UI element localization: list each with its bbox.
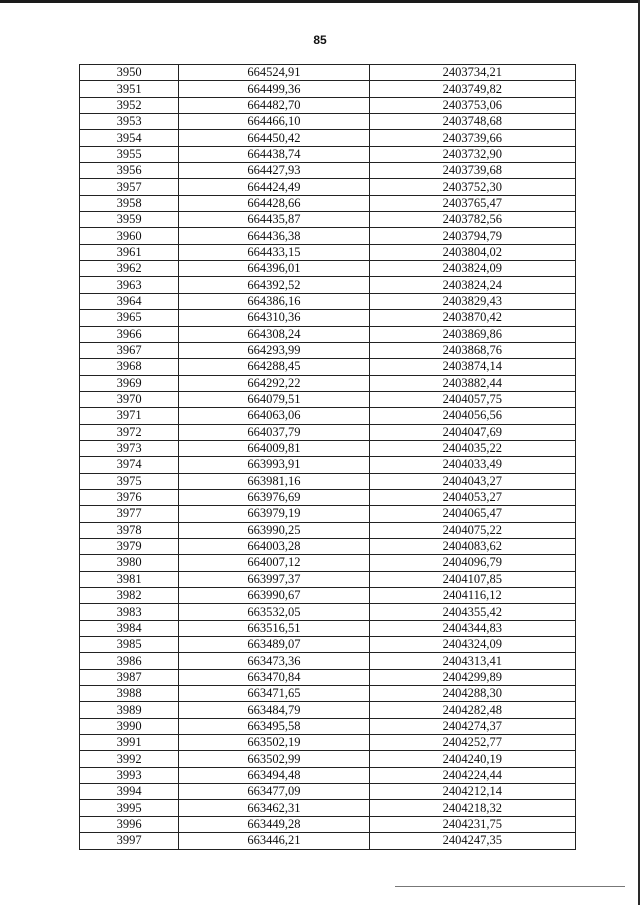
point-number-cell: 3975 xyxy=(80,473,179,489)
point-number-cell: 3960 xyxy=(80,228,179,244)
point-number-cell: 3959 xyxy=(80,212,179,228)
table-row xyxy=(80,816,576,832)
y-coordinate-cell: 2403804,02 xyxy=(369,244,575,260)
y-coordinate-cell: 2404282,48 xyxy=(369,702,575,718)
x-coordinate-cell: 664392,52 xyxy=(179,277,369,293)
table-row xyxy=(80,571,576,587)
table-row xyxy=(80,408,576,424)
x-coordinate-cell: 663990,67 xyxy=(179,588,369,604)
y-coordinate-cell: 2403739,66 xyxy=(369,130,575,146)
y-coordinate-cell: 2404231,75 xyxy=(369,816,575,832)
x-coordinate-cell: 663532,05 xyxy=(179,604,369,620)
point-number-cell: 3972 xyxy=(80,424,179,440)
table-row xyxy=(80,65,576,81)
table-row xyxy=(80,702,576,718)
table-row xyxy=(80,277,576,293)
point-number-cell: 3953 xyxy=(80,114,179,130)
x-coordinate-cell: 663446,21 xyxy=(179,833,369,849)
point-number-cell: 3994 xyxy=(80,784,179,800)
table-row xyxy=(80,800,576,816)
y-coordinate-cell: 2403870,42 xyxy=(369,310,575,326)
point-number-cell: 3974 xyxy=(80,457,179,473)
table-row xyxy=(80,473,576,489)
table-row xyxy=(80,163,576,179)
y-coordinate-cell: 2403882,44 xyxy=(369,375,575,391)
table-row xyxy=(80,784,576,800)
point-number-cell: 3977 xyxy=(80,506,179,522)
x-coordinate-cell: 664524,91 xyxy=(179,65,369,81)
table-row xyxy=(80,391,576,407)
point-number-cell: 3980 xyxy=(80,555,179,571)
table-row xyxy=(80,326,576,342)
x-coordinate-cell: 664063,06 xyxy=(179,408,369,424)
y-coordinate-cell: 2404252,77 xyxy=(369,735,575,751)
point-number-cell: 3986 xyxy=(80,653,179,669)
coordinates-table xyxy=(79,64,576,850)
y-coordinate-cell: 2404344,83 xyxy=(369,620,575,636)
point-number-cell: 3955 xyxy=(80,146,179,162)
point-number-cell: 3989 xyxy=(80,702,179,718)
y-coordinate-cell: 2404053,27 xyxy=(369,489,575,505)
y-coordinate-cell: 2404096,79 xyxy=(369,555,575,571)
x-coordinate-cell: 664482,70 xyxy=(179,97,369,113)
table-row xyxy=(80,767,576,783)
x-coordinate-cell: 664438,74 xyxy=(179,146,369,162)
scan-edge-top xyxy=(0,0,640,3)
x-coordinate-cell: 664396,01 xyxy=(179,261,369,277)
x-coordinate-cell: 663997,37 xyxy=(179,571,369,587)
y-coordinate-cell: 2404240,19 xyxy=(369,751,575,767)
y-coordinate-cell: 2404056,56 xyxy=(369,408,575,424)
y-coordinate-cell: 2403869,86 xyxy=(369,326,575,342)
y-coordinate-cell: 2404355,42 xyxy=(369,604,575,620)
point-number-cell: 3954 xyxy=(80,130,179,146)
point-number-cell: 3968 xyxy=(80,359,179,375)
x-coordinate-cell: 664435,87 xyxy=(179,212,369,228)
table-row xyxy=(80,833,576,849)
y-coordinate-cell: 2404247,35 xyxy=(369,833,575,849)
table-row xyxy=(80,538,576,554)
y-coordinate-cell: 2403753,06 xyxy=(369,97,575,113)
y-coordinate-cell: 2403874,14 xyxy=(369,359,575,375)
scan-mark-bottom xyxy=(395,886,625,887)
table-row xyxy=(80,130,576,146)
point-number-cell: 3979 xyxy=(80,538,179,554)
point-number-cell: 3956 xyxy=(80,163,179,179)
point-number-cell: 3951 xyxy=(80,81,179,97)
y-coordinate-cell: 2404324,09 xyxy=(369,637,575,653)
table-row xyxy=(80,735,576,751)
x-coordinate-cell: 664386,16 xyxy=(179,293,369,309)
point-number-cell: 3983 xyxy=(80,604,179,620)
y-coordinate-cell: 2404057,75 xyxy=(369,391,575,407)
point-number-cell: 3990 xyxy=(80,718,179,734)
x-coordinate-cell: 663471,65 xyxy=(179,686,369,702)
y-coordinate-cell: 2403868,76 xyxy=(369,342,575,358)
point-number-cell: 3950 xyxy=(80,65,179,81)
table-row xyxy=(80,310,576,326)
table-row xyxy=(80,620,576,636)
x-coordinate-cell: 664436,38 xyxy=(179,228,369,244)
point-number-cell: 3962 xyxy=(80,261,179,277)
point-number-cell: 3976 xyxy=(80,489,179,505)
y-coordinate-cell: 2404035,22 xyxy=(369,440,575,456)
x-coordinate-cell: 664293,99 xyxy=(179,342,369,358)
y-coordinate-cell: 2404218,32 xyxy=(369,800,575,816)
table-row xyxy=(80,114,576,130)
x-coordinate-cell: 663495,58 xyxy=(179,718,369,734)
x-coordinate-cell: 663473,36 xyxy=(179,653,369,669)
y-coordinate-cell: 2404033,49 xyxy=(369,457,575,473)
point-number-cell: 3993 xyxy=(80,767,179,783)
x-coordinate-cell: 663477,09 xyxy=(179,784,369,800)
x-coordinate-cell: 663470,84 xyxy=(179,669,369,685)
x-coordinate-cell: 664292,22 xyxy=(179,375,369,391)
table-row xyxy=(80,228,576,244)
table-row xyxy=(80,424,576,440)
point-number-cell: 3988 xyxy=(80,686,179,702)
y-coordinate-cell: 2403739,68 xyxy=(369,163,575,179)
x-coordinate-cell: 663976,69 xyxy=(179,489,369,505)
x-coordinate-cell: 664427,93 xyxy=(179,163,369,179)
point-number-cell: 3995 xyxy=(80,800,179,816)
table-row xyxy=(80,244,576,260)
coordinates-table-body xyxy=(80,65,576,850)
point-number-cell: 3985 xyxy=(80,637,179,653)
y-coordinate-cell: 2403765,47 xyxy=(369,195,575,211)
y-coordinate-cell: 2404116,12 xyxy=(369,588,575,604)
y-coordinate-cell: 2403752,30 xyxy=(369,179,575,195)
table-row xyxy=(80,718,576,734)
x-coordinate-cell: 663484,79 xyxy=(179,702,369,718)
y-coordinate-cell: 2403734,21 xyxy=(369,65,575,81)
point-number-cell: 3984 xyxy=(80,620,179,636)
x-coordinate-cell: 663449,28 xyxy=(179,816,369,832)
y-coordinate-cell: 2404083,62 xyxy=(369,538,575,554)
table-row xyxy=(80,212,576,228)
table-row xyxy=(80,359,576,375)
y-coordinate-cell: 2403824,24 xyxy=(369,277,575,293)
y-coordinate-cell: 2404043,27 xyxy=(369,473,575,489)
x-coordinate-cell: 663494,48 xyxy=(179,767,369,783)
point-number-cell: 3978 xyxy=(80,522,179,538)
x-coordinate-cell: 664037,79 xyxy=(179,424,369,440)
table-row xyxy=(80,375,576,391)
x-coordinate-cell: 664428,66 xyxy=(179,195,369,211)
y-coordinate-cell: 2403782,56 xyxy=(369,212,575,228)
y-coordinate-cell: 2404313,41 xyxy=(369,653,575,669)
table-row xyxy=(80,293,576,309)
table-row xyxy=(80,506,576,522)
point-number-cell: 3952 xyxy=(80,97,179,113)
table-row xyxy=(80,669,576,685)
x-coordinate-cell: 663516,51 xyxy=(179,620,369,636)
table-row xyxy=(80,97,576,113)
point-number-cell: 3963 xyxy=(80,277,179,293)
table-row xyxy=(80,604,576,620)
point-number-cell: 3973 xyxy=(80,440,179,456)
table-row xyxy=(80,440,576,456)
point-number-cell: 3967 xyxy=(80,342,179,358)
y-coordinate-cell: 2404288,30 xyxy=(369,686,575,702)
point-number-cell: 3987 xyxy=(80,669,179,685)
x-coordinate-cell: 664466,10 xyxy=(179,114,369,130)
y-coordinate-cell: 2403748,68 xyxy=(369,114,575,130)
x-coordinate-cell: 664003,28 xyxy=(179,538,369,554)
x-coordinate-cell: 664079,51 xyxy=(179,391,369,407)
y-coordinate-cell: 2404299,89 xyxy=(369,669,575,685)
y-coordinate-cell: 2404047,69 xyxy=(369,424,575,440)
x-coordinate-cell: 663979,19 xyxy=(179,506,369,522)
page-number: 85 xyxy=(313,33,327,47)
table-row xyxy=(80,489,576,505)
point-number-cell: 3981 xyxy=(80,571,179,587)
y-coordinate-cell: 2404107,85 xyxy=(369,571,575,587)
x-coordinate-cell: 664450,42 xyxy=(179,130,369,146)
x-coordinate-cell: 663993,91 xyxy=(179,457,369,473)
point-number-cell: 3958 xyxy=(80,195,179,211)
table-row xyxy=(80,522,576,538)
table-row xyxy=(80,146,576,162)
point-number-cell: 3971 xyxy=(80,408,179,424)
point-number-cell: 3997 xyxy=(80,833,179,849)
x-coordinate-cell: 663502,19 xyxy=(179,735,369,751)
x-coordinate-cell: 663502,99 xyxy=(179,751,369,767)
x-coordinate-cell: 664009,81 xyxy=(179,440,369,456)
point-number-cell: 3961 xyxy=(80,244,179,260)
y-coordinate-cell: 2403749,82 xyxy=(369,81,575,97)
table-row xyxy=(80,179,576,195)
x-coordinate-cell: 663462,31 xyxy=(179,800,369,816)
y-coordinate-cell: 2403824,09 xyxy=(369,261,575,277)
point-number-cell: 3966 xyxy=(80,326,179,342)
table-row xyxy=(80,555,576,571)
point-number-cell: 3969 xyxy=(80,375,179,391)
y-coordinate-cell: 2403829,43 xyxy=(369,293,575,309)
table-row xyxy=(80,686,576,702)
y-coordinate-cell: 2403732,90 xyxy=(369,146,575,162)
table-row xyxy=(80,751,576,767)
x-coordinate-cell: 664288,45 xyxy=(179,359,369,375)
point-number-cell: 3996 xyxy=(80,816,179,832)
table-row xyxy=(80,457,576,473)
x-coordinate-cell: 663990,25 xyxy=(179,522,369,538)
table-row xyxy=(80,637,576,653)
x-coordinate-cell: 663981,16 xyxy=(179,473,369,489)
table-row xyxy=(80,653,576,669)
point-number-cell: 3957 xyxy=(80,179,179,195)
x-coordinate-cell: 663489,07 xyxy=(179,637,369,653)
y-coordinate-cell: 2404224,44 xyxy=(369,767,575,783)
x-coordinate-cell: 664499,36 xyxy=(179,81,369,97)
x-coordinate-cell: 664007,12 xyxy=(179,555,369,571)
y-coordinate-cell: 2403794,79 xyxy=(369,228,575,244)
y-coordinate-cell: 2404065,47 xyxy=(369,506,575,522)
point-number-cell: 3965 xyxy=(80,310,179,326)
y-coordinate-cell: 2404212,14 xyxy=(369,784,575,800)
y-coordinate-cell: 2404075,22 xyxy=(369,522,575,538)
table-row xyxy=(80,588,576,604)
table-row xyxy=(80,261,576,277)
table-row xyxy=(80,342,576,358)
point-number-cell: 3964 xyxy=(80,293,179,309)
x-coordinate-cell: 664424,49 xyxy=(179,179,369,195)
point-number-cell: 3970 xyxy=(80,391,179,407)
x-coordinate-cell: 664310,36 xyxy=(179,310,369,326)
y-coordinate-cell: 2404274,37 xyxy=(369,718,575,734)
table-row xyxy=(80,81,576,97)
point-number-cell: 3982 xyxy=(80,588,179,604)
x-coordinate-cell: 664308,24 xyxy=(179,326,369,342)
x-coordinate-cell: 664433,15 xyxy=(179,244,369,260)
point-number-cell: 3991 xyxy=(80,735,179,751)
point-number-cell: 3992 xyxy=(80,751,179,767)
table-row xyxy=(80,195,576,211)
